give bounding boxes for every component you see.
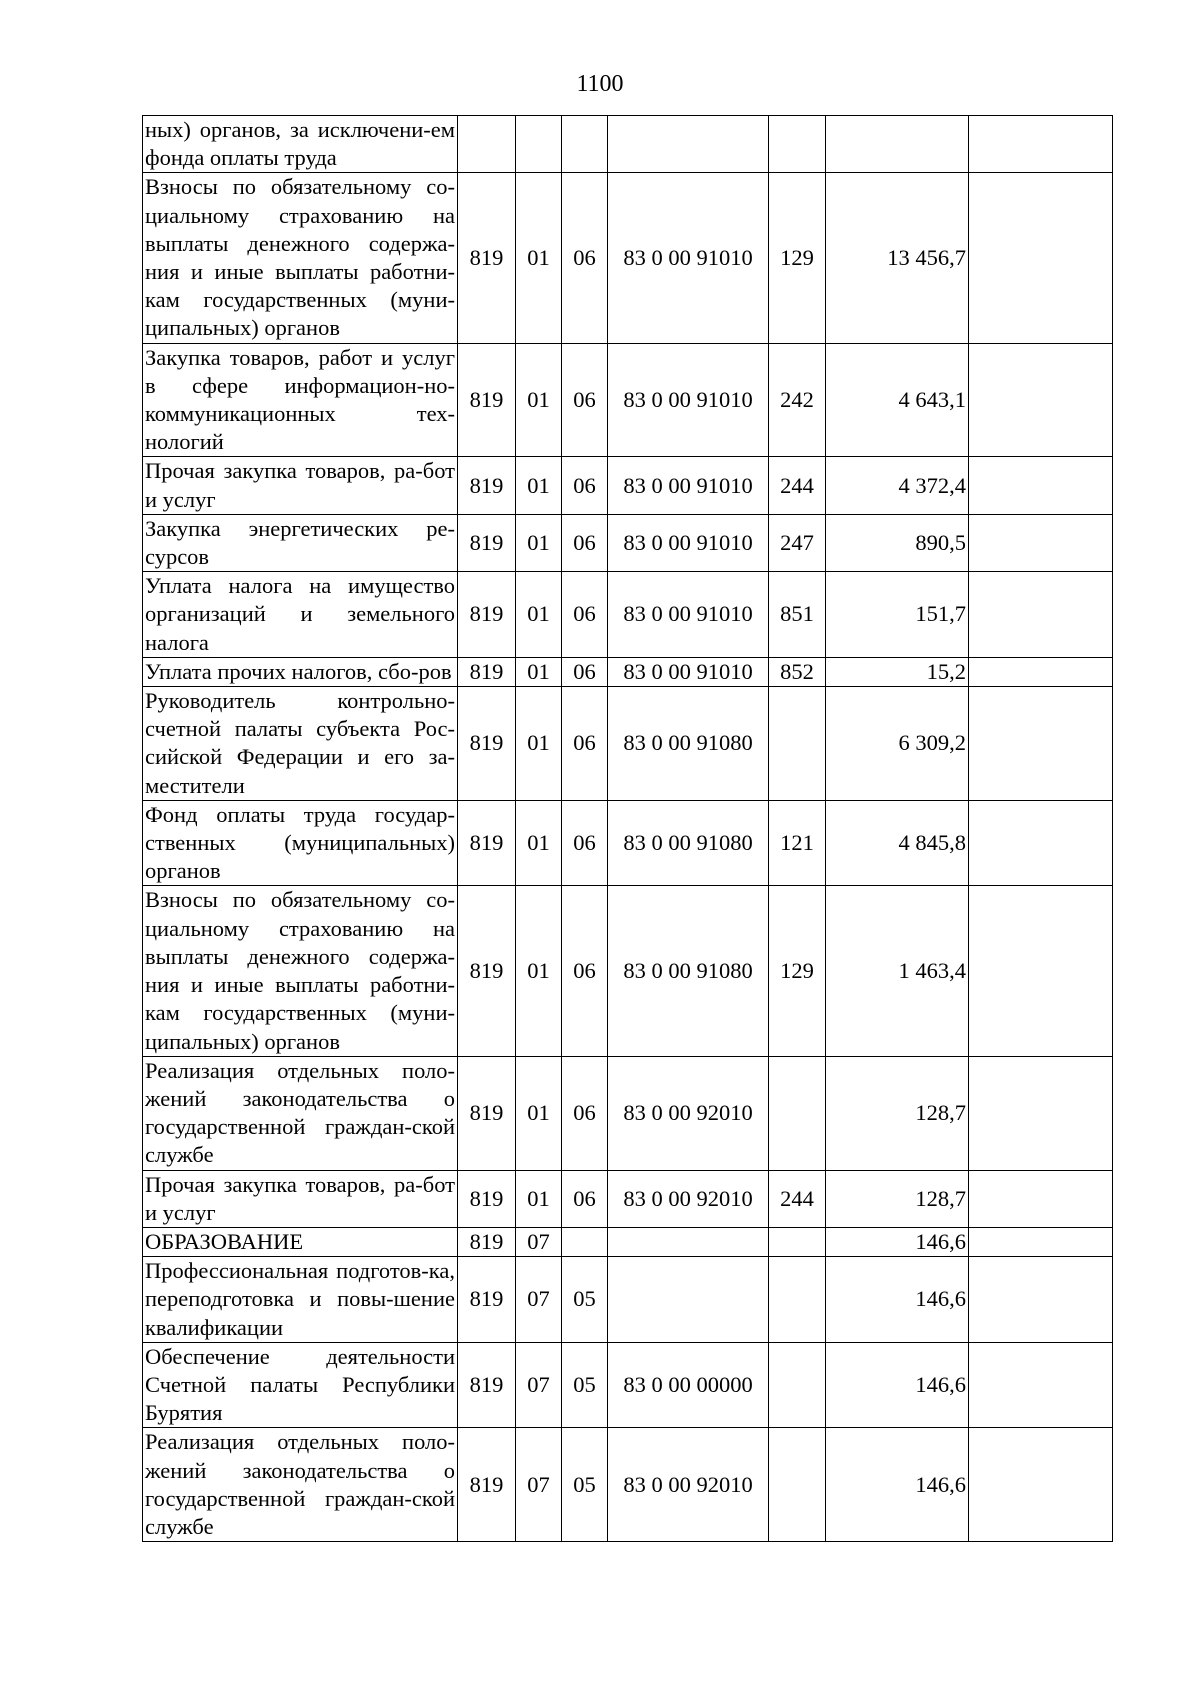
target-article-code-cell: 83 0 00 91010 xyxy=(608,173,769,343)
expense-name-cell: Профессиональная подготов-ка, переподготовка и повы-шение квалификации xyxy=(143,1257,458,1343)
target-article-code-cell: 83 0 00 91010 xyxy=(608,343,769,457)
expense-type-code-cell: 129 xyxy=(769,886,826,1056)
target-article-code-cell: 83 0 00 92010 xyxy=(608,1056,769,1170)
subsection-code-cell xyxy=(562,1227,608,1256)
subsection-code-cell xyxy=(562,116,608,173)
target-article-code-cell: 83 0 00 91080 xyxy=(608,687,769,801)
expense-type-code-cell: 121 xyxy=(769,800,826,886)
expense-name-cell: Уплата налога на имущество организаций и земельного налога xyxy=(143,572,458,658)
empty-cell xyxy=(969,1170,1113,1227)
section-code-cell: 01 xyxy=(516,657,562,686)
amount-cell: 128,7 xyxy=(826,1170,969,1227)
section-code-cell xyxy=(516,116,562,173)
amount-cell: 4 643,1 xyxy=(826,343,969,457)
expense-type-code-cell: 247 xyxy=(769,514,826,571)
department-code-cell: 819 xyxy=(458,800,516,886)
section-code-cell: 01 xyxy=(516,457,562,514)
expense-name-cell: Реализация отдельных поло-жений законодательства о государственной граждан-ской службе xyxy=(143,1428,458,1542)
expense-type-code-cell: 244 xyxy=(769,457,826,514)
table-row xyxy=(143,1257,1113,1343)
expense-name-cell: Закупка энергетических ре-сурсов xyxy=(143,514,458,571)
department-code-cell: 819 xyxy=(458,1227,516,1256)
section-code-cell: 01 xyxy=(516,687,562,801)
expense-name-cell: Реализация отдельных поло-жений законодательства о государственной граждан-ской службе xyxy=(143,1056,458,1170)
empty-cell xyxy=(969,687,1113,801)
section-code-cell: 01 xyxy=(516,343,562,457)
subsection-code-cell: 06 xyxy=(562,343,608,457)
empty-cell xyxy=(969,1227,1113,1256)
empty-cell xyxy=(969,1428,1113,1542)
expense-name-cell: Прочая закупка товаров, ра-бот и услуг xyxy=(143,1170,458,1227)
target-article-code-cell xyxy=(608,116,769,173)
table-row xyxy=(143,1170,1113,1227)
budget-table-body xyxy=(143,116,1113,1542)
amount-cell: 146,6 xyxy=(826,1227,969,1256)
department-code-cell: 819 xyxy=(458,1342,516,1428)
expense-name-cell: Уплата прочих налогов, сбо-ров xyxy=(143,657,458,686)
table-row xyxy=(143,343,1113,457)
table-row xyxy=(143,116,1113,173)
table-row xyxy=(143,173,1113,343)
empty-cell xyxy=(969,572,1113,658)
amount-cell: 128,7 xyxy=(826,1056,969,1170)
section-code-cell: 07 xyxy=(516,1342,562,1428)
empty-cell xyxy=(969,343,1113,457)
expense-type-code-cell: 129 xyxy=(769,173,826,343)
section-code-cell: 01 xyxy=(516,1170,562,1227)
empty-cell xyxy=(969,1056,1113,1170)
table-row xyxy=(143,1227,1113,1256)
subsection-code-cell: 05 xyxy=(562,1428,608,1542)
expense-type-code-cell: 852 xyxy=(769,657,826,686)
amount-cell: 1 463,4 xyxy=(826,886,969,1056)
expense-type-code-cell xyxy=(769,116,826,173)
empty-cell xyxy=(969,886,1113,1056)
amount-cell: 146,6 xyxy=(826,1428,969,1542)
section-code-cell: 01 xyxy=(516,173,562,343)
department-code-cell xyxy=(458,116,516,173)
expense-name-cell: Обеспечение деятельности Счетной палаты Республики Бурятия xyxy=(143,1342,458,1428)
expense-name-cell: Фонд оплаты труда государ-ственных (муниципальных) органов xyxy=(143,800,458,886)
amount-cell: 15,2 xyxy=(826,657,969,686)
budget-table xyxy=(142,115,1113,1542)
expense-name-cell: Прочая закупка товаров, ра-бот и услуг xyxy=(143,457,458,514)
amount-cell: 151,7 xyxy=(826,572,969,658)
empty-cell xyxy=(969,173,1113,343)
table-row xyxy=(143,657,1113,686)
department-code-cell: 819 xyxy=(458,886,516,1056)
table-row xyxy=(143,1056,1113,1170)
target-article-code-cell: 83 0 00 91080 xyxy=(608,800,769,886)
empty-cell xyxy=(969,514,1113,571)
empty-cell xyxy=(969,457,1113,514)
subsection-code-cell: 06 xyxy=(562,173,608,343)
department-code-cell: 819 xyxy=(458,343,516,457)
target-article-code-cell: 83 0 00 91080 xyxy=(608,886,769,1056)
expense-name-cell: Руководитель контрольно-счетной палаты субъекта Рос-сийской Федерации и его за-местители xyxy=(143,687,458,801)
empty-cell xyxy=(969,116,1113,173)
table-row xyxy=(143,1428,1113,1542)
table-row xyxy=(143,572,1113,658)
department-code-cell: 819 xyxy=(458,657,516,686)
subsection-code-cell: 06 xyxy=(562,1056,608,1170)
subsection-code-cell: 05 xyxy=(562,1257,608,1343)
amount-cell: 146,6 xyxy=(826,1257,969,1343)
table-row xyxy=(143,886,1113,1056)
department-code-cell: 819 xyxy=(458,1257,516,1343)
subsection-code-cell: 06 xyxy=(562,886,608,1056)
expense-type-code-cell xyxy=(769,687,826,801)
subsection-code-cell: 05 xyxy=(562,1342,608,1428)
subsection-code-cell: 06 xyxy=(562,572,608,658)
department-code-cell: 819 xyxy=(458,514,516,571)
department-code-cell: 819 xyxy=(458,1428,516,1542)
subsection-code-cell: 06 xyxy=(562,457,608,514)
amount-cell: 890,5 xyxy=(826,514,969,571)
expense-type-code-cell: 242 xyxy=(769,343,826,457)
target-article-code-cell xyxy=(608,1227,769,1256)
subsection-code-cell: 06 xyxy=(562,657,608,686)
target-article-code-cell: 83 0 00 91010 xyxy=(608,657,769,686)
subsection-code-cell: 06 xyxy=(562,1170,608,1227)
department-code-cell: 819 xyxy=(458,173,516,343)
section-code-cell: 01 xyxy=(516,572,562,658)
amount-cell: 146,6 xyxy=(826,1342,969,1428)
target-article-code-cell: 83 0 00 91010 xyxy=(608,457,769,514)
department-code-cell: 819 xyxy=(458,1170,516,1227)
amount-cell: 6 309,2 xyxy=(826,687,969,801)
subsection-code-cell: 06 xyxy=(562,514,608,571)
department-code-cell: 819 xyxy=(458,1056,516,1170)
empty-cell xyxy=(969,657,1113,686)
table-row xyxy=(143,687,1113,801)
expense-name-cell: ных) органов, за исключени-ем фонда оплаты труда xyxy=(143,116,458,173)
target-article-code-cell xyxy=(608,1257,769,1343)
target-article-code-cell: 83 0 00 92010 xyxy=(608,1170,769,1227)
expense-name-cell: Взносы по обязательному со-циальному страхованию на выплаты денежного содержа-ния и иные выплаты работни-кам государственных (муни-ципальных) органов xyxy=(143,886,458,1056)
empty-cell xyxy=(969,800,1113,886)
expense-type-code-cell: 244 xyxy=(769,1170,826,1227)
section-code-cell: 01 xyxy=(516,886,562,1056)
empty-cell xyxy=(969,1342,1113,1428)
table-row xyxy=(143,1342,1113,1428)
amount-cell: 13 456,7 xyxy=(826,173,969,343)
amount-cell: 4 845,8 xyxy=(826,800,969,886)
expense-type-code-cell xyxy=(769,1056,826,1170)
target-article-code-cell: 83 0 00 91010 xyxy=(608,572,769,658)
section-code-cell: 01 xyxy=(516,800,562,886)
section-code-cell: 07 xyxy=(516,1227,562,1256)
section-code-cell: 07 xyxy=(516,1428,562,1542)
expense-type-code-cell xyxy=(769,1227,826,1256)
table-row xyxy=(143,457,1113,514)
empty-cell xyxy=(969,1257,1113,1343)
section-code-cell: 01 xyxy=(516,1056,562,1170)
table-row xyxy=(143,800,1113,886)
page-number: 1100 xyxy=(576,71,624,97)
expense-type-code-cell: 851 xyxy=(769,572,826,658)
expense-type-code-cell xyxy=(769,1257,826,1343)
amount-cell: 4 372,4 xyxy=(826,457,969,514)
department-code-cell: 819 xyxy=(458,572,516,658)
table-row xyxy=(143,514,1113,571)
subsection-code-cell: 06 xyxy=(562,800,608,886)
expense-name-cell: Взносы по обязательному со-циальному страхованию на выплаты денежного содержа-ния и иные выплаты работни-кам государственных (муни-ципальных) органов xyxy=(143,173,458,343)
expense-type-code-cell xyxy=(769,1428,826,1542)
subsection-code-cell: 06 xyxy=(562,687,608,801)
amount-cell xyxy=(826,116,969,173)
department-code-cell: 819 xyxy=(458,457,516,514)
target-article-code-cell: 83 0 00 00000 xyxy=(608,1342,769,1428)
section-code-cell: 07 xyxy=(516,1257,562,1343)
department-code-cell: 819 xyxy=(458,687,516,801)
expense-name-cell: ОБРАЗОВАНИЕ xyxy=(143,1227,458,1256)
target-article-code-cell: 83 0 00 92010 xyxy=(608,1428,769,1542)
expense-name-cell: Закупка товаров, работ и услуг в сфере информацион-но-коммуникационных тех-нологий xyxy=(143,343,458,457)
expense-type-code-cell xyxy=(769,1342,826,1428)
section-code-cell: 01 xyxy=(516,514,562,571)
target-article-code-cell: 83 0 00 91010 xyxy=(608,514,769,571)
